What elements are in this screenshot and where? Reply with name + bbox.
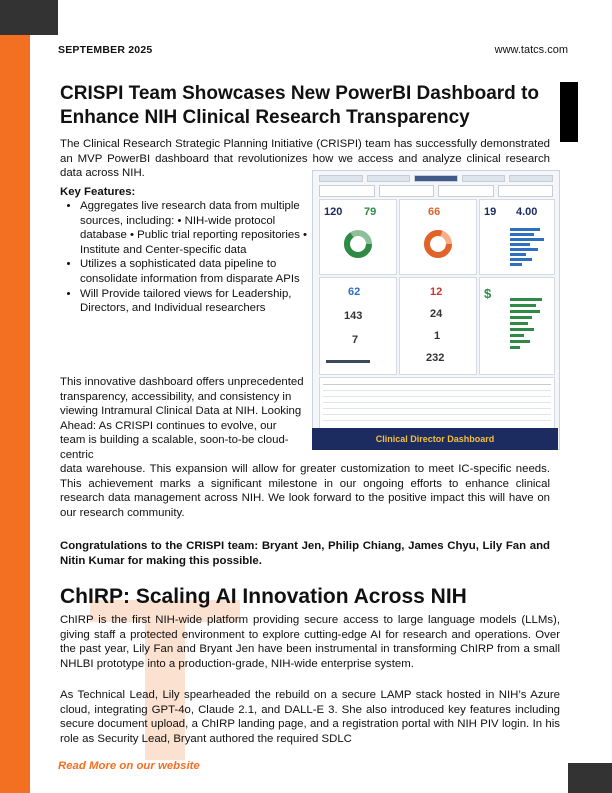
key-features-heading: Key Features: [60,186,136,198]
dashboard-filters [319,185,553,197]
section-title: ChIRP: Scaling AI Innovation Across NIH [60,585,467,608]
metric-value: 7 [352,334,359,346]
dashboard-tabs [319,175,553,182]
metric-value: 62 [348,286,361,298]
bottom-corner-block [568,763,612,793]
dashboard-card [319,199,397,275]
dashboard-caption: Clinical Director Dashboard [312,428,558,450]
metric-value: 24 [430,308,443,320]
dashboard-table [319,377,555,429]
chirp-paragraph: ChIRP is the first NIH-wide platform providing secure access to large language models (LLMs), giving staff a protected environment to explore cutting-edge AI for research and operations. Over the past year, Lily Fan and Bryant Jen have been instrumental in transforming ChIRP from a small NHLBI prototype into a production-grade, NIH-wide enterprise system. [60,614,560,670]
metric-value: 79 [364,206,377,218]
metric-value: 1 [434,330,441,342]
dashboard-card [399,277,477,375]
metric-value: 4.00 [516,206,538,218]
key-features-list [60,199,325,316]
congratulations-note: Congratulations to the CRISPI team: Bryant Jen, Philip Chiang, James Chyu, Lily Fan and Nitin Kumar for making this possible. [60,540,550,567]
donut-chart [422,228,454,260]
metric-value: 120 [324,206,343,218]
article-intro: The Clinical Research Strategic Planning Initiative (CRISPI) team has successfully demonstrated an MVP PowerBI dashboard that revolutionizes how we access and analyze clinical research data across NIH. [60,138,550,180]
metric-value: 19 [484,206,497,218]
dashboard-card [479,199,555,275]
donut-chart [342,228,374,260]
metric-value: 66 [428,206,441,218]
read-more-link[interactable]: Read More on our website [58,760,200,772]
dollar-icon: $ [484,286,492,301]
article-paragraph: This innovative dashboard offers unprecedented transparency, accessibility, and consistency in viewing Intramural Clinical Data at NIH. Looking Ahead: As CRISPI continues to evolve, our team is building a scalable, soon-to-be cloud-centric [60,376,304,461]
list-item: • Utilizes a sophisticated data pipeline to consolidate information from disparate APIs [80,257,325,286]
orange-side-bar [0,0,30,793]
article-title: CRISPI Team Showcases New PowerBI Dashboard to Enhance NIH Clinical Research Transparency [60,83,539,128]
dashboard-card [479,277,555,375]
dashboard-card [319,277,397,375]
chirp-paragraph-2: As Technical Lead, Lily spearheaded the rebuild on a secure LAMP stack hosted in NIH’s Azure cloud, integrating GPT-4o, Claude 2.1, and DALL-E 3. She also introduced key features including secure document upload, a ChIRP landing page, and a registration portal with NIH PIV login. In his role as Security Lead, Bryant authored the required SDLC [60,689,560,745]
website-url[interactable]: www.tatcs.com [494,44,568,56]
top-corner-block [0,0,58,35]
issue-date: SEPTEMBER 2025 [58,44,153,56]
list-item: • Will Provide tailored views for Leadership, Directors, and Individual researchers [80,287,325,316]
metric-value: 12 [430,286,443,298]
article-paragraph-continued: data warehouse. This expansion will allow for greater customization to meet IC-specific needs. This achievement marks a significant milestone in our ongoing efforts to enhance clinical research data management across NIH. We look forward to the positive impact this will have on our research community. [60,463,550,519]
title-accent-block [560,82,578,142]
list-item: • Aggregates live research data from multiple sources, including: • NIH-wide protocol database • Public trial reporting repositories • Institute and Center-specific data [80,199,325,257]
metric-value: 232 [426,352,445,364]
dashboard-screenshot [312,170,560,450]
dashboard-card [399,199,477,275]
metric-value: 143 [344,310,363,322]
